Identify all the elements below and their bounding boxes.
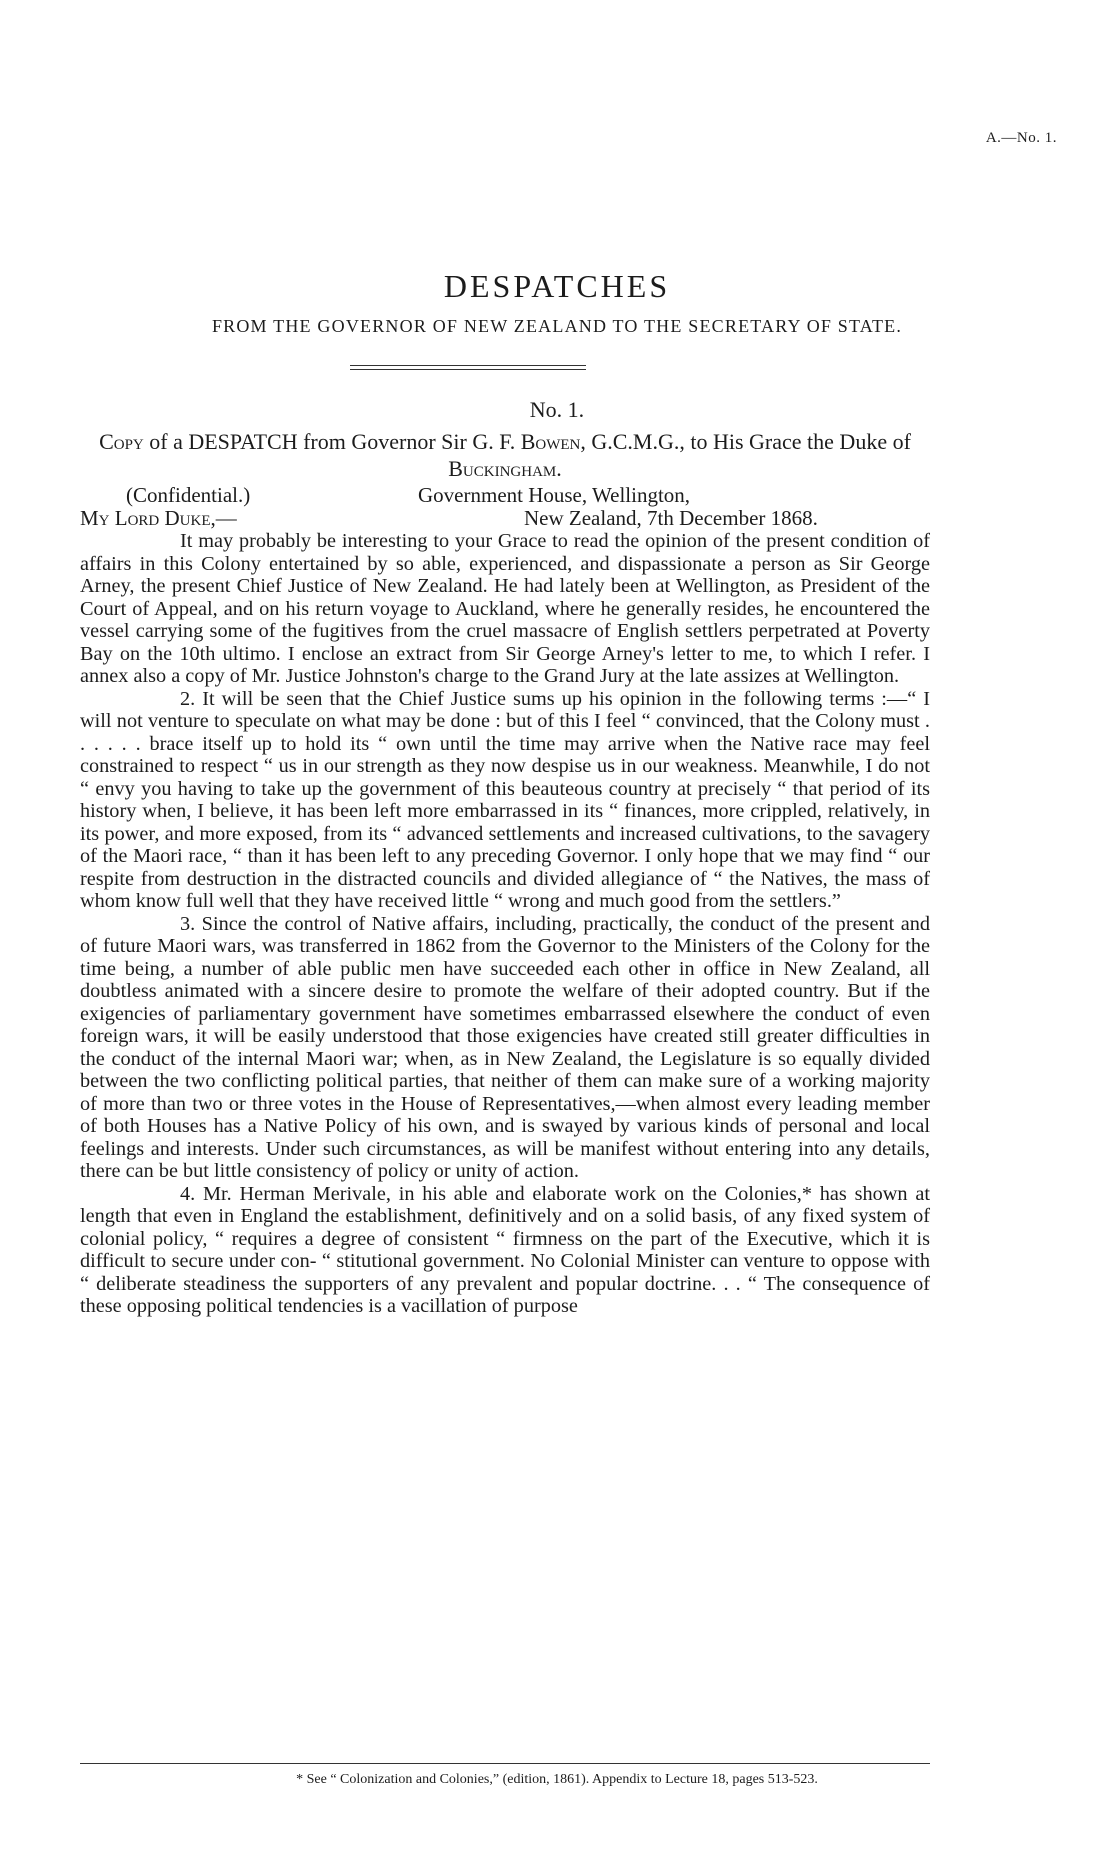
salutation: My Lord Duke,—: [80, 506, 237, 530]
heading-text-1: of a DESPATCH from Governor Sir G. F.: [143, 429, 521, 454]
heading-duke-name: Buckingham: [448, 456, 557, 481]
despatch-number: No. 1.: [529, 397, 585, 422]
heading-governor-name: Bowen: [520, 429, 581, 454]
despatch-body: [80, 530, 930, 1318]
paragraph-2: 2. It will be seen that the Chief Justice sums up his opinion in the following terms :—“ I will not venture to speculate on what may be done : but of this I feel “ convinced, that the Colony must . . . . . . brace itself up to hold its “ own until the time may arrive when the Native race may feel constrained to respect “ us in our strength as they now despise us in our weakness. Meanwhile, I do not “ envy you having to take up the government of this beauteous country at precisely “ that period of its history when, I believe, it has been left more embarrassed in its “ finances, more crippled, relatively, in its power, and more exposed, from its “ advanced settlements and increased cultivations, to the savagery of the Maori race, “ than it has been left to any preceding Governor. I only hope that we may find “ our respite from destruction in the distracted councils and divided allegiance of “ the Natives, the mass of whom know full well that they have received little “ wrong and much good from the settlers.”: [80, 687, 930, 912]
title-divider: [350, 365, 586, 370]
address-line-2: New Zealand, 7th December 1868.: [524, 506, 818, 530]
heading-text-3: .: [556, 456, 562, 481]
page-identifier: A.—No. 1.: [985, 130, 1057, 146]
despatch-heading: [80, 428, 930, 482]
heading-text-2: , G.C.M.G., to His Grace the Duke of: [580, 429, 911, 454]
document-title: DESPATCHES: [443, 268, 671, 304]
heading-copy: Copy: [99, 429, 144, 454]
address-line-1: Government House, Wellington,: [418, 483, 691, 507]
confidential-label: (Confidential.): [126, 483, 251, 507]
footnote-rule: [80, 1763, 930, 1764]
document-subtitle: FROM THE GOVERNOR OF NEW ZEALAND TO THE SECRETARY OF STATE.: [211, 316, 903, 336]
footnote: * See “ Colonization and Colonies,” (edition, 1861). Appendix to Lecture 18, pages 513-523.: [296, 1772, 818, 1787]
paragraph-3: 3. Since the control of Native affairs, including, practically, the conduct of the present and of future Maori wars, was transferred in 1862 from the Governor to the Ministers of the Colony for the time being, a number of able public men have succeeded each other in office in New Zealand, all doubtless animated with a sincere desire to promote the welfare of their adopted country. But if the exigencies of parliamentary government have sometimes embarrassed elsewhere the conduct of even foreign wars, it will be easily understood that those exigencies have created still greater difficulties in the conduct of the internal Maori war; when, as in New Zealand, the Legislature is so equally divided between the two conflicting political parties, that neither of them can make sure of a working majority of more than two or three votes in the House of Representatives,—when almost every leading member of both Houses has a Native Policy of his own, and is swayed by various kinds of personal and local feelings and interests. Under such circumstances, as will be manifest without entering into any details, there can be but little consistency of policy or unity of action.: [80, 912, 930, 1182]
paragraph-1: It may probably be interesting to your Grace to read the opinion of the present condition of affairs in this Colony entertained by so able, experienced, and dispassionate a person as Sir George Arney, the present Chief Justice of New Zealand. He had lately been at Wellington, as President of the Court of Appeal, and on his return voyage to Auckland, where he generally resides, he encountered the vessel carrying some of the fugitives from the cruel massacre of English settlers perpetrated at Poverty Bay on the 10th ultimo. I enclose an extract from Sir George Arney's letter to me, to which I refer. I annex also a copy of Mr. Justice Johnston's charge to the Grand Jury at the late assizes at Wellington.: [80, 530, 930, 687]
paragraph-4: 4. Mr. Herman Merivale, in his able and elaborate work on the Colonies,* has shown at length that even in England the establishment, definitively and on a solid basis, of any fixed system of colonial policy, “ requires a degree of consistent “ firmness on the part of the Executive, which it is difficult to secure under con- “ stitutional government. No Colonial Minister can venture to oppose with “ deliberate steadiness the supporters of any prevalent and popular doctrine. . . “ The consequence of these opposing political tendencies is a vacillation of purpose: [80, 1182, 930, 1317]
